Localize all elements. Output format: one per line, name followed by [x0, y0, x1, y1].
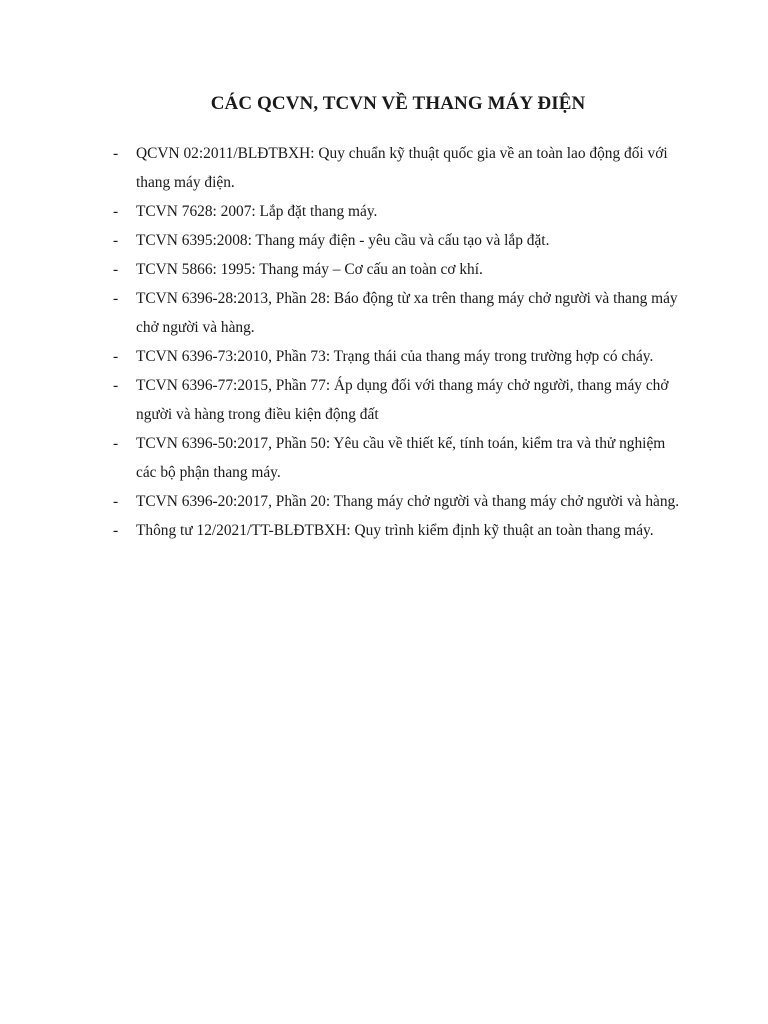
standards-list [113, 139, 683, 545]
list-item [113, 487, 683, 516]
list-item-text: TCVN 6395:2008: Thang máy điện - yêu cầu và cấu tạo và lắp đặt. [136, 232, 550, 249]
list-item [113, 226, 683, 255]
bullet-dash: - [113, 203, 119, 220]
list-item [113, 255, 683, 284]
list-item-text: Thông tư 12/2021/TT-BLĐTBXH: Quy trình kiểm định kỹ thuật an toàn thang máy. [136, 522, 654, 539]
list-item-text: TCVN 5866: 1995: Thang máy – Cơ cấu an toàn cơ khí. [136, 261, 483, 278]
bullet-dash: - [113, 290, 119, 307]
bullet-dash: - [113, 261, 119, 278]
document-title: CÁC QCVN, TCVN VỀ THANG MÁY ĐIỆN [210, 93, 586, 114]
list-item [113, 342, 683, 371]
bullet-dash: - [113, 377, 119, 394]
list-item-text: TCVN 6396-50:2017, Phần 50: Yêu cầu về thiết kế, tính toán, kiểm tra và thử nghiệm các bộ phận thang máy. [136, 435, 666, 481]
bullet-dash: - [113, 435, 119, 452]
list-item [113, 197, 683, 226]
list-item [113, 139, 683, 197]
list-item-text: TCVN 6396-28:2013, Phần 28: Báo động từ xa trên thang máy chở người và thang máy chở người và hàng. [136, 290, 678, 336]
list-item [113, 516, 683, 545]
list-item-text: TCVN 6396-77:2015, Phần 77: Áp dụng đối với thang máy chở người, thang máy chở người và hàng trong điều kiện động đất [136, 377, 669, 423]
list-item [113, 429, 683, 487]
bullet-dash: - [113, 522, 119, 539]
list-item [113, 371, 683, 429]
bullet-dash: - [113, 493, 119, 510]
list-item [113, 284, 683, 342]
list-item-text: QCVN 02:2011/BLĐTBXH: Quy chuẩn kỹ thuật quốc gia về an toàn lao động đối với thang máy điện. [136, 145, 668, 191]
bullet-dash: - [113, 232, 119, 249]
list-item-text: TCVN 6396-20:2017, Phần 20: Thang máy chở người và thang máy chở người và hàng. [136, 493, 680, 510]
bullet-dash: - [113, 348, 119, 365]
list-item-text: TCVN 7628: 2007: Lắp đặt thang máy. [136, 203, 378, 220]
bullet-dash: - [113, 145, 119, 162]
list-item-text: TCVN 6396-73:2010, Phần 73: Trạng thái của thang máy trong trường hợp có cháy. [136, 348, 654, 365]
